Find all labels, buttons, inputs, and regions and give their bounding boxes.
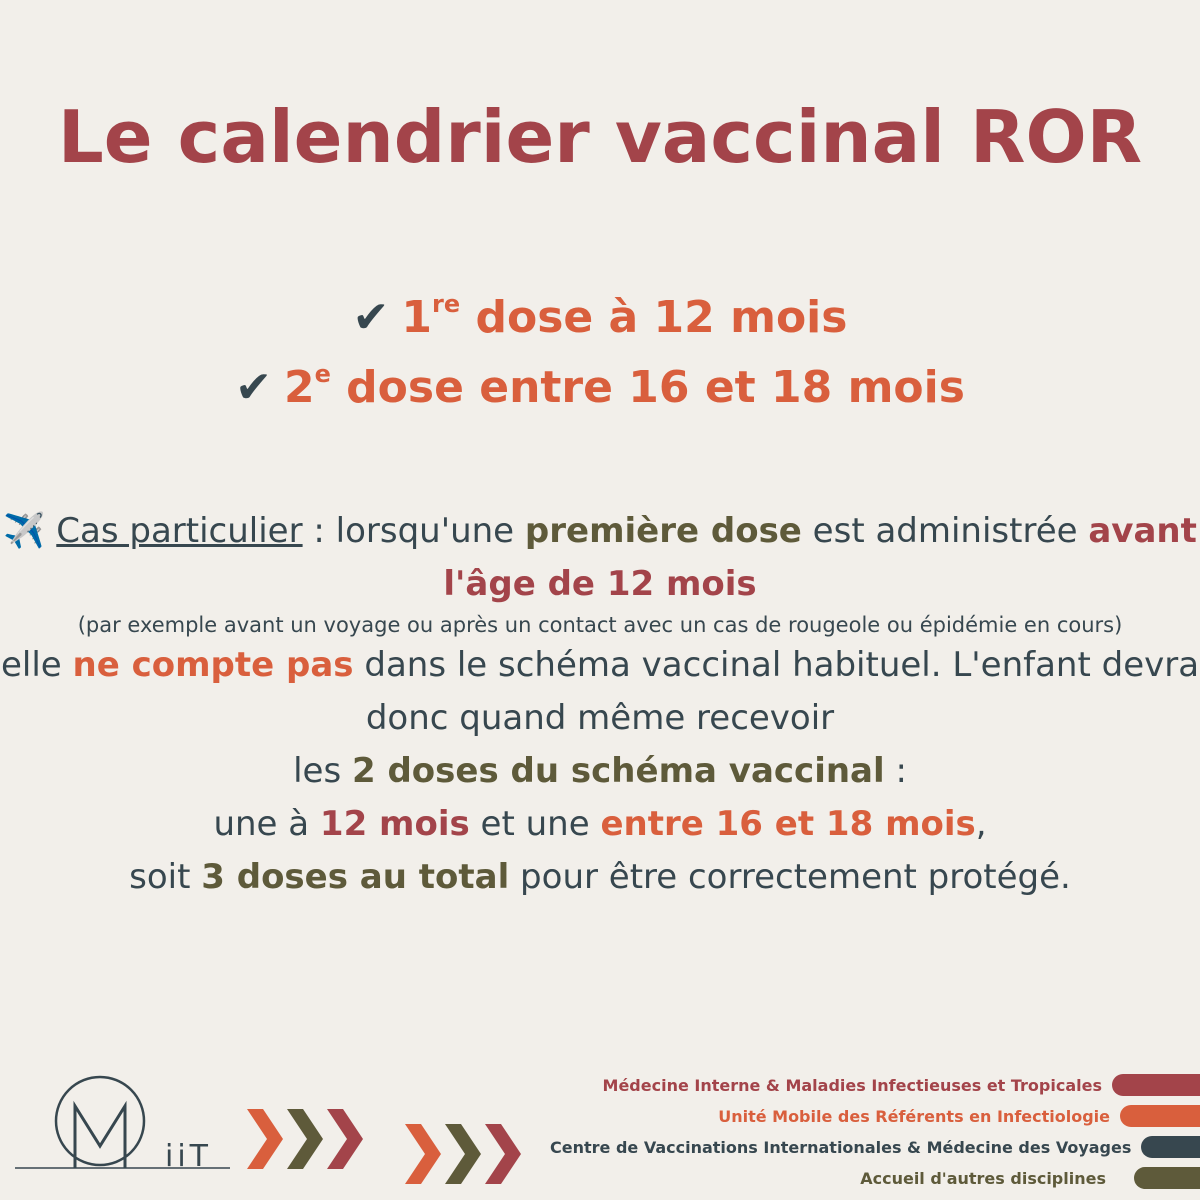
dose-1-number: 1: [401, 292, 433, 343]
legend-bar: [1141, 1136, 1200, 1158]
dose-2-sup: e: [314, 360, 331, 388]
special-case-text: dans le schéma vaccinal habituel. L'enfant devra: [353, 645, 1200, 685]
highlight-three-doses: 3 doses au total: [201, 857, 510, 897]
special-case-line-1: [0, 505, 1200, 558]
chevrons-icon-right: [403, 1120, 523, 1188]
airplane-icon: ✈️: [3, 511, 46, 551]
page-title: Le calendrier vaccinal ROR: [57, 95, 1143, 179]
footer-legend: [550, 1072, 1200, 1196]
highlight-before: avant: [1088, 511, 1197, 551]
legend-row-internal-medicine: [550, 1072, 1200, 1098]
chevrons-icon-left: [245, 1105, 365, 1173]
check-icon: ✔: [235, 362, 272, 413]
highlight-first-dose: première dose: [524, 511, 802, 551]
legend-bar: [1134, 1167, 1200, 1189]
highlight-16-18-months: entre 16 et 18 mois: [600, 804, 976, 844]
special-case-text: ,: [975, 804, 987, 844]
dose-1-sup: re: [432, 290, 461, 318]
special-case-text: et une: [469, 804, 601, 844]
special-case-line-6: [0, 745, 1200, 798]
check-icon: ✔: [352, 292, 390, 343]
special-case-text: pour être correctement protégé.: [509, 857, 1071, 897]
miit-logo: [15, 1068, 245, 1188]
special-case-text: elle: [0, 645, 73, 685]
legend-row-vaccination-center: [550, 1134, 1200, 1160]
special-case-line-2: l'âge de 12 mois: [443, 564, 757, 604]
legend-bar: [1120, 1105, 1200, 1127]
logo-text: iiT: [165, 1139, 212, 1174]
special-case-line-7: [0, 798, 1200, 851]
special-case-text: une à: [213, 804, 320, 844]
legend-bar: [1112, 1074, 1200, 1096]
special-case-text: : lorsqu'une: [302, 511, 525, 551]
special-case-text: soit: [129, 857, 202, 897]
special-case-note: (par exemple avant un voyage ou après un contact avec un cas de rougeole ou épidémie en cours): [77, 613, 1123, 637]
legend-row-other-disciplines: [550, 1165, 1200, 1191]
legend-label: Centre de Vaccinations Internationales & Médecine des Voyages: [550, 1137, 1132, 1157]
special-case-text: est administrée: [801, 511, 1089, 551]
highlight-two-doses: 2 doses du schéma vaccinal: [351, 751, 885, 791]
legend-label: Unité Mobile des Référents en Infectiologie: [718, 1106, 1110, 1126]
special-case-line-8: [0, 851, 1200, 904]
special-case-text: :: [884, 751, 907, 791]
dose-1-text: dose à 12 mois: [460, 292, 848, 343]
dose-1-line: [0, 290, 1200, 343]
dose-2-number: 2: [283, 362, 315, 413]
highlight-not-count: ne compte pas: [72, 645, 354, 685]
legend-label: Accueil d'autres disciplines: [860, 1168, 1106, 1188]
special-case-block: [0, 505, 1200, 904]
dose-2-line: [0, 360, 1200, 413]
legend-row-infectiology-unit: [550, 1103, 1200, 1129]
legend-label: Médecine Interne & Maladies Infectieuses et Tropicales: [602, 1075, 1102, 1095]
special-case-text: les: [293, 751, 352, 791]
highlight-12-months: 12 mois: [319, 804, 470, 844]
special-case-line-4: [0, 639, 1200, 692]
dose-2-text: dose entre 16 et 18 mois: [330, 362, 965, 413]
special-case-label: Cas particulier: [56, 511, 303, 551]
special-case-line-5: donc quand même recevoir: [365, 698, 835, 738]
